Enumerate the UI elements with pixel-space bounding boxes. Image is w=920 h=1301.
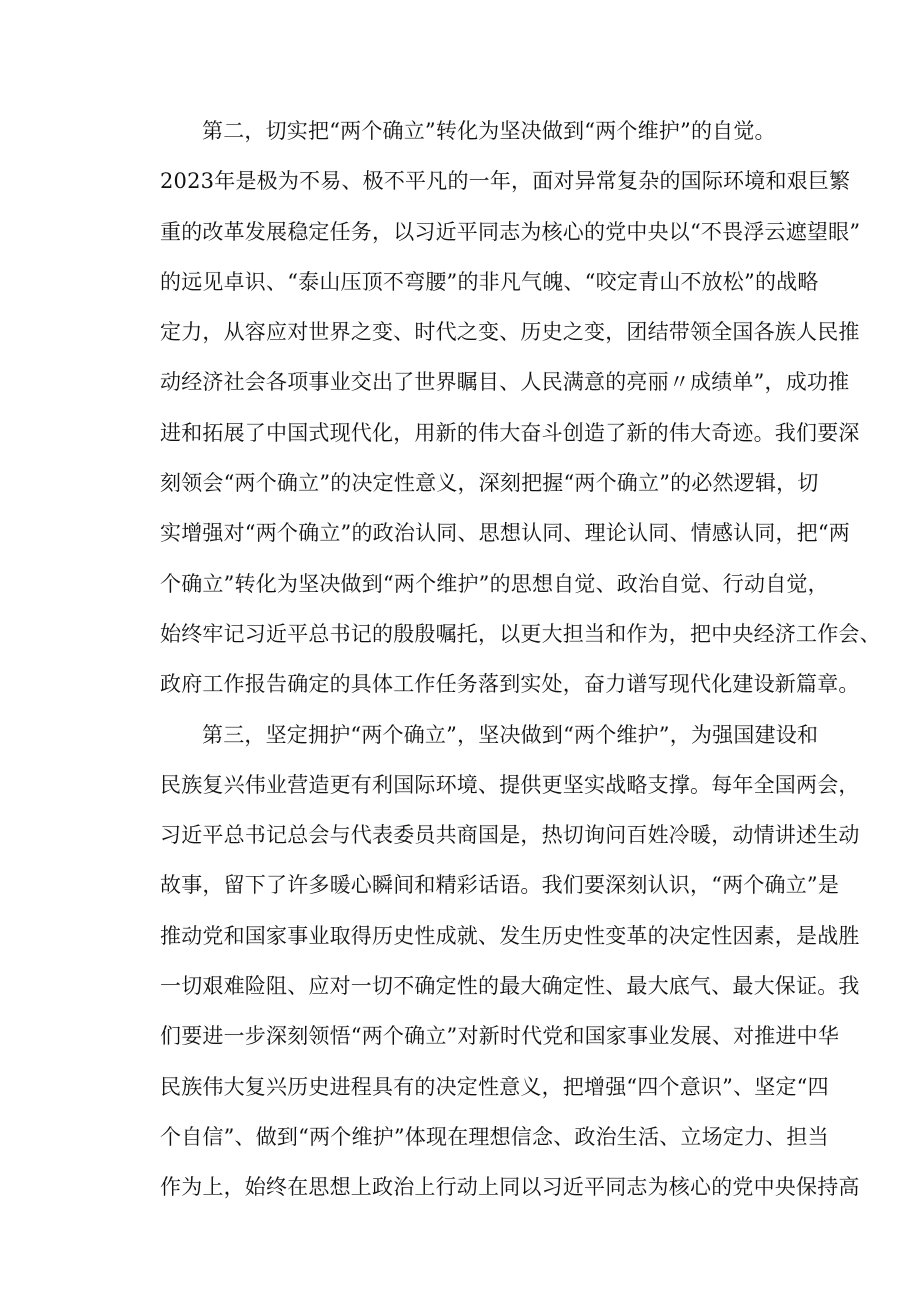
text-line: 2023年是极为不易、极不平凡的一年，面对异常复杂的国际环境和艰巨繁 (160, 169, 851, 194)
text-line: 个确立”转化为坚决做到“两个维护”的思想自觉、政治自觉、行动自觉， (160, 571, 829, 596)
text-line: 民族伟大复兴历史进程具有的决定性意义，把增强“四个意识”、坚定“四 (160, 1074, 829, 1099)
text-line: 重的改革发展稳定任务，以习近平同志为核心的党中央以“不畏浮云遮望眼” (160, 219, 861, 244)
text-line: 习近平总书记总会与代表委员共商国是，热切询问百姓冷暖，动情讲述生动 (160, 823, 860, 848)
text-line: 故事，留下了许多暖心瞬间和精彩话语。我们要深刻认识，“两个确立”是 (160, 873, 840, 898)
text-line: 刻领会“两个确立”的决定性意义，深刻把握“两个确立”的必然逻辑，切 (160, 471, 819, 496)
text-line: 政府工作报告确定的具体工作任务落到实处，奋力谱写现代化建设新篇章。 (160, 672, 860, 697)
text-line: 推动党和国家事业取得历史性成就、发生历史性变革的决定性因素，是战胜 (160, 923, 860, 948)
text-line: 民族复兴伟业营造更有利国际环境、提供更坚实战略支撑。每年全国两会， (160, 772, 860, 797)
text-line: 始终牢记习近平总书记的殷殷嘱托，以更大担当和作为，把中央经济工作会、 (160, 621, 881, 646)
text-line: 作为上，始终在思想上政治上行动上同以习近平同志为核心的党中央保持高 (160, 1175, 860, 1200)
text-line: 实增强对“两个确立”的政治认同、思想认同、理论认同、情感认同，把“两 (160, 521, 851, 546)
text-line: 定力，从容应对世界之变、时代之变、历史之变，团结带领全国各族人民推 (160, 320, 860, 345)
paragraph-heading-second: 第二，切实把“两个确立”转化为坚决做到“两个维护”的自觉。 (202, 119, 776, 143)
text-line: 们要进一步深刻领悟“两个确立”对新时代党和国家事业发展、对推进中华 (160, 1024, 840, 1049)
text-line: 的远见卓识、“泰山压顶不弯腰”的非凡气魄、“咬定青山不放松”的战略 (160, 269, 819, 294)
text-line: 一切艰难险阻、应对一切不确定性的最大确定性、最大底气、最大保证。我 (160, 974, 860, 999)
text-line: 个自信”、做到“两个维护”体现在理想信念、政治生活、立场定力、担当 (160, 1124, 829, 1149)
text-line: 进和拓展了中国式现代化，用新的伟大奋斗创造了新的伟大奇迹。我们要深 (160, 420, 860, 445)
document-body (160, 106, 881, 1213)
paragraph-heading-third: 第三，坚定拥护“两个确立”，坚决做到“两个维护”，为强国建设和 (202, 722, 819, 747)
text-line: 动经济社会各项事业交出了世界瞩目、人民满意的亮丽〃成绩单”，成功推 (160, 370, 850, 395)
